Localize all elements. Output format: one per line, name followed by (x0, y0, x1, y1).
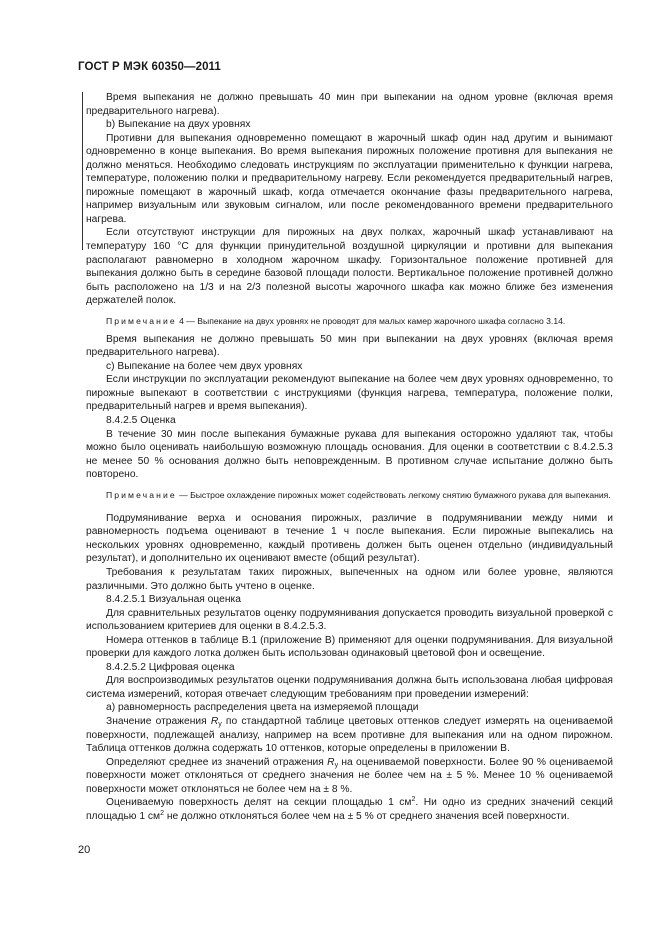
paragraph: Оцениваемую поверхность делят на секции площадью 1 $см^2$. Ни одно из средних значений секций площадью 1 $см^2$ не должно отклоняться более чем на ± 5 % от среднего значения всей поверхности. (86, 796, 614, 822)
revision-bar (82, 92, 83, 250)
paragraph: Подрумянивание верха и основания пирожных, различие в подрумянивании между ними и равномерность подъема оценивают в течение 1 ч после выпекания. Если пирожные выпекались на нескольких уровнях одновременно, каждый противень должен быть оценен отдельно (индивидуальный результат), и дополнительно их оценивают вместе (общий результат). (86, 512, 613, 565)
note-text: — Быстрое охлаждение пирожных может содействовать легкому снятию бумажного рукава для выпекания. (176, 489, 611, 500)
document-header: ГОСТ Р МЭК 60350—2011 (78, 61, 221, 73)
paragraph: Время выпекания не должно превышать 50 мин при выпекании на двух уровнях (включая время предварительного нагрева). (86, 333, 613, 359)
note-label: Примечание (106, 489, 177, 500)
paragraph: Противни для выпекания одновременно помещают в жарочный шкаф один над другим и вынимают одновременно в конце выпекания. Во время выпекания пирожных положение противня для выпекания не должно меняться. Необходимо следовать инструкциям по эксплуатации применительно к функции нагрева, температуре, положению полки и предварительному нагреву. Если рекомендуется предварительный нагрев, пирожные помещают в жарочный шкаф, когда отмечается окончание фазы предварительного нагрева, например визуальным или звуковым сигналом, или после рекомендованного времени предварительного нагрева. (86, 132, 613, 225)
paragraph: Требования к результатам таких пирожных, выпеченных на одном или более уровне, являются различными. Это должно быть учтено в оценке. (86, 566, 613, 592)
note-text: 4 — Выпекание на двух уровнях не проводят для малых камер жарочного шкафа согласно 3.14. (176, 315, 566, 326)
paragraph: Для сравнительных результатов оценку подрумянивания допускается проводить визуальной проверкой с использованием критериев для оценки в 8.4.2.5.3. (86, 607, 613, 633)
page-number: 20 (78, 844, 91, 856)
paragraph: Если отсутствуют инструкции для пирожных на двух полках, жарочный шкаф устанавливают на температуру 160 °С для функции принудительной воздушной циркуляции и противни для выпекания располагают равномерно в холодном жарочном шкафу. Горизонтальное положение противней для выпекания должно быть в середине базовой площади полости. Вертикальное положение противней должно быть расположено на 1/3 и на 2/3 полезной высоты жарочного шкафа как можно ближе без изменения держателей полок. (86, 227, 613, 307)
paragraph: Если инструкции по эксплуатации рекомендуют выпекание на более чем двух уровнях одновременно, то пирожные выпекают в соответствии с инструкциями (функция нагрева, температура, положение полки, предварительный нагрев и время выпекания). (86, 374, 613, 413)
list-item-c: c) Выпекание на более чем двух уровнях (106, 360, 303, 372)
paragraph: Значение отражения $R_y$ по стандартной таблице цветовых оттенков следует измерять на оцениваемой поверхности, подлежащей анализу, например на всем противне для выпекания или на одном пирожном. Таблица оттенков должна содержать 10 оттенков, которые определены в приложении В. (86, 715, 613, 755)
section-heading: 8.4.2.5.1 Визуальная оценка (106, 594, 241, 606)
list-item-b: b) Выпекание на двух уровнях (106, 119, 251, 131)
paragraph: Номера оттенков в таблице В.1 (приложение В) применяют для оценки подрумянивания. Для визуальной проверки для каждого лотка должен быть использован одинаковый цветовой фон и освещение. (86, 634, 613, 660)
paragraph: Для воспроизводимых результатов оценки подрумянивания должна быть использована любая цифровая система измерений, которая отвечает следующим требованиям при проведении измерений: (86, 675, 613, 700)
paragraph: В течение 30 мин после выпекания бумажные рукава для выпекания осторожно удаляют так, чтобы можно было оценивать наибольшую возможную площадь основания. Для оценки в соответствии с 8.4.2.5.3 не менее 50 % основания должно быть неповрежденным. В противном случае испытание должно быть повторено. (86, 428, 613, 481)
note-label: Примечание (106, 315, 177, 326)
paragraph: Время выпекания не должно превышать 40 мин при выпекании на одном уровне (включая время предварительного нагрева). (86, 92, 613, 117)
section-heading: 8.4.2.5.2 Цифровая оценка (106, 661, 235, 673)
section-heading: 8.4.2.5 Оценка (106, 415, 176, 427)
list-item-a: а) равномерность распределения цвета на измеряемой площади (106, 702, 419, 714)
paragraph: Определяют среднее из значений отражения $R_y$ на оцениваемой поверхности. Более 90 % оцениваемой поверхности может отклоняться от среднего значения не более чем на ± 5 %. Менее 10 % оцениваемой поверхности может отклоняться не более чем на ± 8 %. (86, 756, 613, 795)
document-body (86, 91, 613, 823)
note (86, 489, 613, 501)
note-4 (86, 315, 613, 327)
